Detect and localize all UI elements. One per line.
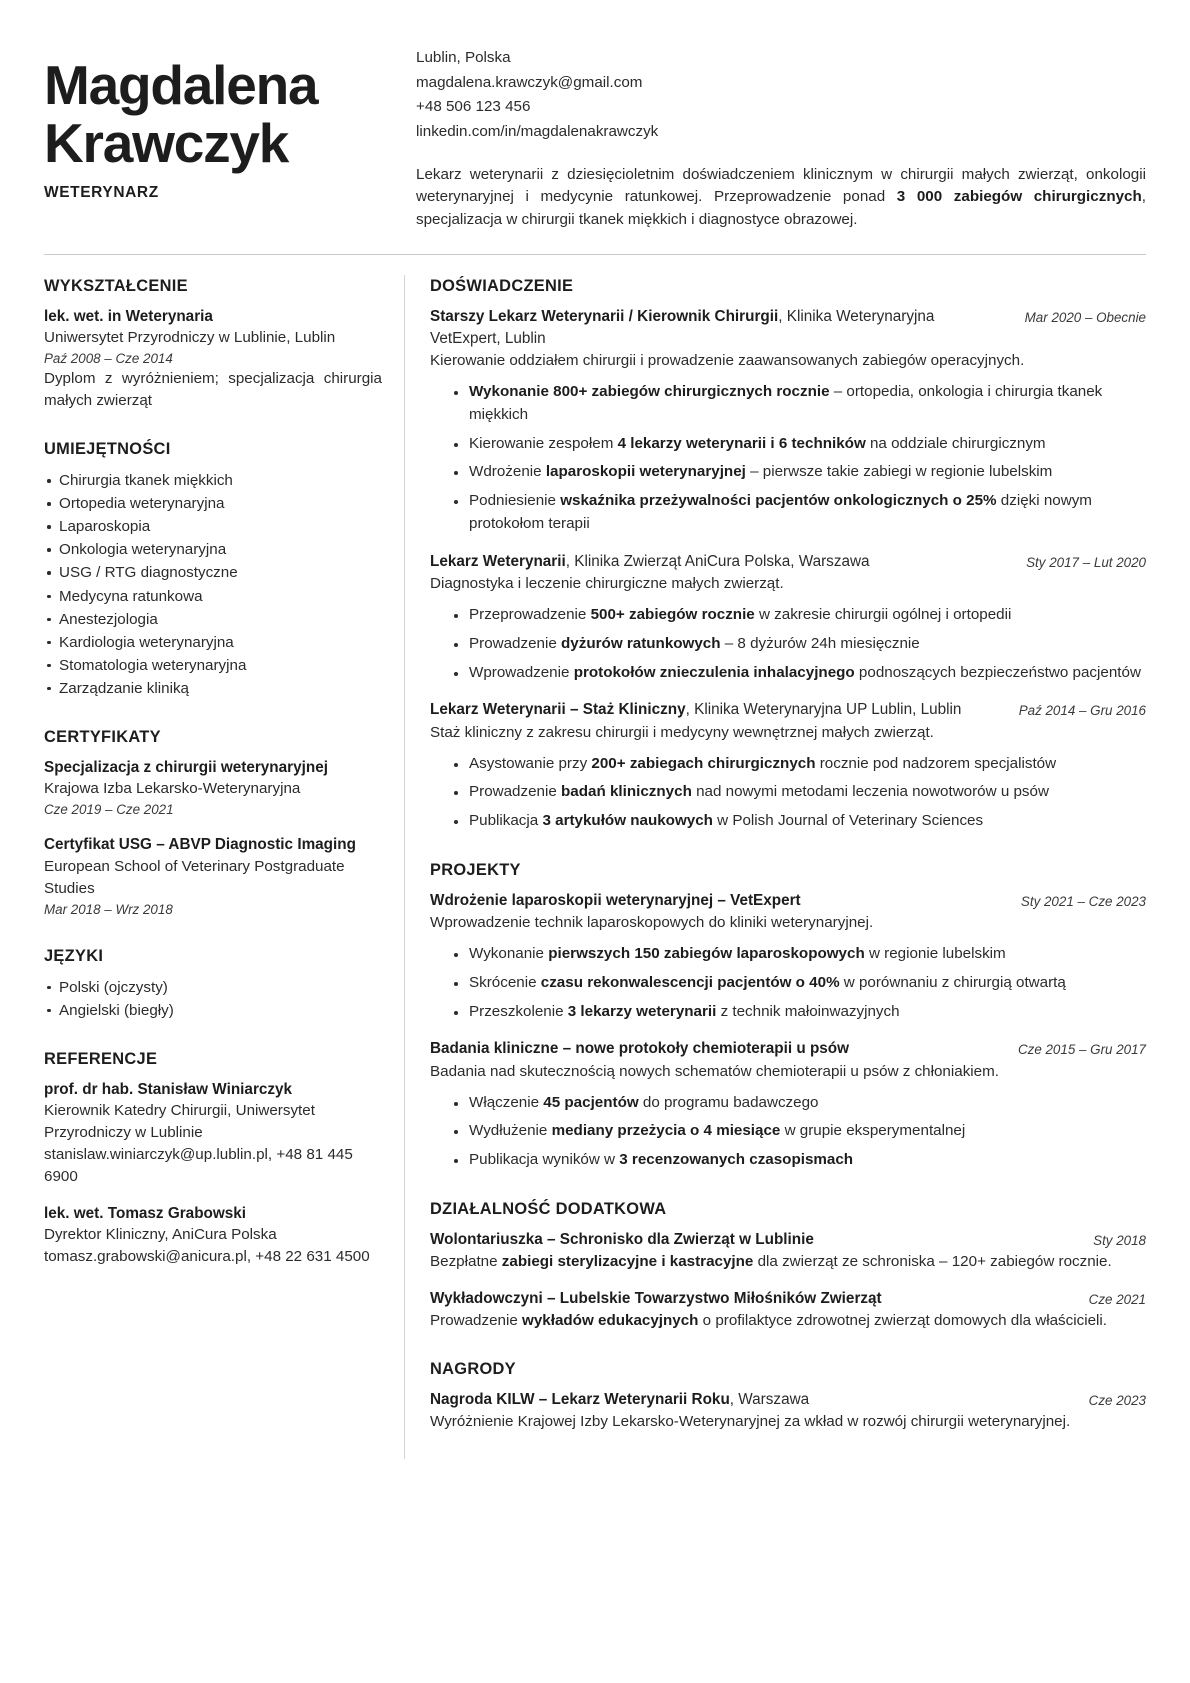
education-entry — [44, 306, 382, 413]
list-item: Medycyna ratunkowa — [44, 585, 382, 608]
section-certificates — [44, 726, 382, 919]
header-divider — [44, 254, 1146, 255]
entry-title: Wdrożenie laparoskopii weterynaryjnej – VetExpert — [430, 891, 801, 909]
entry-head — [430, 551, 1146, 573]
section-awards — [430, 1358, 1146, 1433]
entry — [430, 1229, 1146, 1273]
entry-head — [430, 306, 1146, 350]
entry — [430, 306, 1146, 536]
entry-date: Sty 2021 – Cze 2023 — [1020, 893, 1146, 909]
entry-head — [430, 1288, 1146, 1310]
project-entries — [430, 890, 1146, 1172]
section-title-skills: UMIEJĘTNOŚCI — [44, 440, 171, 459]
sidebar — [44, 275, 404, 1459]
reference-entry — [44, 1079, 382, 1188]
certificate-name: Certyfikat USG – ABVP Diagnostic Imaging — [44, 836, 356, 854]
reference-name: prof. dr hab. Stanisław Winiarczyk — [44, 1080, 293, 1098]
section-title-certificates: CERTYFIKATY — [44, 728, 161, 747]
entry-date: Cze 2015 – Gru 2017 — [1017, 1042, 1146, 1058]
entry-bullets — [430, 943, 1146, 1023]
resume-body — [44, 275, 1146, 1459]
list-item: Laparoskopia — [44, 515, 382, 538]
page-title — [44, 56, 404, 173]
list-item: Przeprowadzenie 500+ zabiegów rocznie w zakresie chirurgii ogólnej i ortopedii — [452, 604, 1146, 627]
entry-description: Staż kliniczny z zakresu chirurgii i medycyny wewnętrznej małych zwierząt. — [430, 723, 934, 741]
entry-date: Mar 2020 – Obecnie — [1024, 309, 1146, 325]
experience-entries — [430, 306, 1146, 833]
list-item: Wykonanie 800+ zabiegów chirurgicznych rocznie – ortopedia, onkologia i chirurgia tkanek miękkich — [452, 381, 1146, 427]
entry — [430, 890, 1146, 1024]
award-entries — [430, 1389, 1146, 1433]
section-projects — [430, 859, 1146, 1172]
education-degree: lek. wet. in Weterynaria — [44, 307, 213, 325]
list-item: Anestezjologia — [44, 608, 382, 631]
entry-description: Wprowadzenie technik laparoskopowych do kliniki weterynaryjnej. — [430, 913, 874, 931]
entry — [430, 1288, 1146, 1332]
certificate-issuer: Krajowa Izba Lekarsko-Weterynaryjna — [44, 779, 301, 797]
list-item: Zarządzanie kliniką — [44, 677, 382, 700]
reference-contact[interactable]: stanislaw.winiarczyk@up.lublin.pl, +48 81 445 6900 — [44, 1145, 353, 1185]
certificate-entry — [44, 757, 382, 820]
entry — [430, 699, 1146, 833]
section-title-activities: DZIAŁALNOŚĆ DODATKOWA — [430, 1199, 667, 1218]
entry-date: Cze 2023 — [1088, 1392, 1146, 1408]
list-item: Skrócenie czasu rekonwalescencji pacjentów o 40% w porównaniu z chirurgią otwartą — [452, 972, 1146, 995]
education-note: Dyplom z wyróżnieniem; specjalizacja chirurgia małych zwierząt — [44, 370, 382, 410]
list-item: Ortopedia weterynaryjna — [44, 492, 382, 515]
list-item: Wydłużenie mediany przeżycia o 4 miesiące w grupie eksperymentalnej — [452, 1120, 1146, 1143]
section-references — [44, 1048, 382, 1268]
certificate-name: Specjalizacja z chirurgii weterynaryjnej — [44, 758, 328, 776]
contact-linkedin[interactable]: linkedin.com/in/magdalenakrawczyk — [416, 122, 659, 140]
contact-phone[interactable]: +48 506 123 456 — [416, 98, 531, 116]
languages-list — [44, 976, 382, 1022]
entry-head — [430, 699, 1146, 721]
section-activities — [430, 1198, 1146, 1332]
list-item: Stomatologia weterynaryjna — [44, 654, 382, 677]
entry — [430, 551, 1146, 685]
entry-date: Sty 2017 – Lut 2020 — [1026, 554, 1146, 570]
entry-title: Lekarz Weterynarii – Staż Kliniczny, Klinika Weterynaryjna UP Lublin, Lublin — [430, 701, 962, 719]
list-item: Angielski (biegły) — [44, 999, 382, 1022]
header-contact-summary — [404, 44, 1146, 232]
list-item: Przeszkolenie 3 lekarzy weterynarii z technik małoinwazyjnych — [452, 1001, 1146, 1024]
job-title: WETERYNARZ — [44, 183, 159, 201]
reference-name: lek. wet. Tomasz Grabowski — [44, 1204, 247, 1222]
certificate-entry — [44, 834, 382, 919]
resume-header — [44, 44, 1146, 232]
section-title-education: WYKSZTAŁCENIE — [44, 276, 188, 295]
entry-title: Starszy Lekarz Weterynarii / Kierownik Chirurgii, Klinika Weterynaryjna VetExpert, Lublin — [430, 307, 935, 347]
entry-title: Lekarz Weterynarii, Klinika Zwierząt AniCura Polska, Warszawa — [430, 552, 870, 570]
contact-list — [416, 46, 1146, 145]
section-title-projects: PROJEKTY — [430, 861, 521, 880]
entry-description: Bezpłatne zabiegi sterylizacyjne i kastracyjne dla zwierząt ze schroniska – 120+ zabiegów rocznie. — [430, 1252, 1112, 1270]
entry-head — [430, 890, 1146, 912]
list-item: Prowadzenie badań klinicznych nad nowymi metodami leczenia nowotworów u psów — [452, 781, 1146, 804]
entry — [430, 1389, 1146, 1433]
education-school: Uniwersytet Przyrodniczy w Lublinie, Lublin — [44, 328, 336, 346]
reference-role: Kierownik Katedry Chirurgii, Uniwersytet Przyrodniczy w Lublinie — [44, 1101, 315, 1141]
list-item: Polski (ojczysty) — [44, 976, 382, 999]
entry-title: Wykładowczyni – Lubelskie Towarzystwo Miłośników Zwierząt — [430, 1289, 882, 1307]
list-item: Kierowanie zespołem 4 lekarzy weterynarii i 6 techników na oddziale chirurgicznym — [452, 433, 1146, 456]
section-title-languages: JĘZYKI — [44, 947, 104, 965]
main-content — [404, 275, 1146, 1459]
entry-description: Diagnostyka i leczenie chirurgiczne małych zwierząt. — [430, 575, 784, 592]
entry-bullets — [430, 604, 1146, 684]
list-item: Publikacja 3 artykułów naukowych w Polish Journal of Veterinary Sciences — [452, 810, 1146, 833]
entry-title: Nagroda KILW – Lekarz Weterynarii Roku, Warszawa — [430, 1390, 810, 1408]
education-date: Paź 2008 – Cze 2014 — [44, 350, 173, 366]
list-item: Włączenie 45 pacjentów do programu badawczego — [452, 1092, 1146, 1115]
entry-description: Badania nad skutecznością nowych schematów chemioterapii u psów z chłoniakiem. — [430, 1062, 999, 1080]
list-item: Kardiologia weterynaryjna — [44, 631, 382, 654]
contact-email[interactable]: magdalena.krawczyk@gmail.com — [416, 73, 643, 91]
list-item: Wdrożenie laparoskopii weterynaryjnej – pierwsze takie zabiegi w regionie lubelskim — [452, 461, 1146, 484]
entry-title: Wolontariuszka – Schronisko dla Zwierząt w Lublinie — [430, 1230, 814, 1248]
last-name: Krawczyk — [44, 112, 289, 175]
entry-date: Paź 2014 – Gru 2016 — [1018, 703, 1146, 719]
certificate-date: Mar 2018 – Wrz 2018 — [44, 901, 173, 917]
first-name: Magdalena — [44, 54, 318, 116]
entry-date: Cze 2021 — [1088, 1291, 1146, 1307]
list-item: Chirurgia tkanek miękkich — [44, 469, 382, 492]
list-item: Prowadzenie dyżurów ratunkowych – 8 dyżurów 24h miesięcznie — [452, 633, 1146, 656]
section-skills — [44, 438, 382, 700]
list-item: Asystowanie przy 200+ zabiegach chirurgicznych rocznie pod nadzorem specjalistów — [452, 753, 1146, 776]
entry-bullets — [430, 753, 1146, 833]
profile-summary: Lekarz weterynarii z dziesięcioletnim doświadczeniem klinicznym w chirurgii małych zwierząt, onkologii weterynaryjnej i medycynie ratunkowej. Przeprowadzenie ponad 3 000 zabiegów chirurgicznych, specjalizacja w chirurgii tkanek miękkich i diagnostyce obrazowej. — [416, 165, 1146, 229]
entry-description: Kierowanie oddziałem chirurgii i prowadzenie zaawansowanych zabiegów operacyjnych. — [430, 352, 1025, 370]
list-item: Onkologia weterynaryjna — [44, 538, 382, 561]
entry-title: Badania kliniczne – nowe protokoły chemioterapii u psów — [430, 1040, 850, 1058]
entry — [430, 1038, 1146, 1172]
section-education — [44, 275, 382, 412]
entry-description: Prowadzenie wykładów edukacyjnych o profilaktyce zdrowotnej zwierząt domowych dla właścicieli. — [430, 1312, 1107, 1330]
activity-entries — [430, 1229, 1146, 1332]
header-identity — [44, 44, 404, 204]
certificate-date: Cze 2019 – Cze 2021 — [44, 801, 174, 817]
section-title-awards: NAGRODY — [430, 1360, 516, 1379]
skills-list — [44, 469, 382, 700]
certificate-issuer: European School of Veterinary Postgraduate Studies — [44, 857, 345, 897]
list-item: Publikacja wyników w 3 recenzowanych czasopismach — [452, 1149, 1146, 1172]
list-item: USG / RTG diagnostyczne — [44, 561, 382, 584]
contact-location: Lublin, Polska — [416, 49, 511, 66]
section-experience — [430, 275, 1146, 833]
entry-head — [430, 1038, 1146, 1060]
section-title-experience: DOŚWIADCZENIE — [430, 276, 574, 295]
entry-date: Sty 2018 — [1093, 1232, 1146, 1248]
reference-entry — [44, 1203, 382, 1268]
entry-head — [430, 1389, 1146, 1411]
entry-bullets — [430, 381, 1146, 536]
list-item: Wprowadzenie protokołów znieczulenia inhalacyjnego podnoszących bezpieczeństwo pacjentów — [452, 662, 1146, 685]
reference-role: Dyrektor Kliniczny, AniCura Polska — [44, 1226, 277, 1244]
section-title-references: REFERENCJE — [44, 1049, 158, 1068]
entry-description: Wyróżnienie Krajowej Izby Lekarsko-Weterynaryjnej za wkład w rozwój chirurgii weterynaryjnej. — [430, 1413, 1071, 1431]
entry-head — [430, 1229, 1146, 1251]
list-item: Wykonanie pierwszych 150 zabiegów laparoskopowych w regionie lubelskim — [452, 943, 1146, 966]
reference-contact[interactable]: tomasz.grabowski@anicura.pl, +48 22 631 4500 — [44, 1248, 370, 1266]
section-languages — [44, 945, 382, 1022]
list-item: Podniesienie wskaźnika przeżywalności pacjentów onkologicznych o 25% dzięki nowym protokołom terapii — [452, 490, 1146, 536]
entry-bullets — [430, 1092, 1146, 1172]
